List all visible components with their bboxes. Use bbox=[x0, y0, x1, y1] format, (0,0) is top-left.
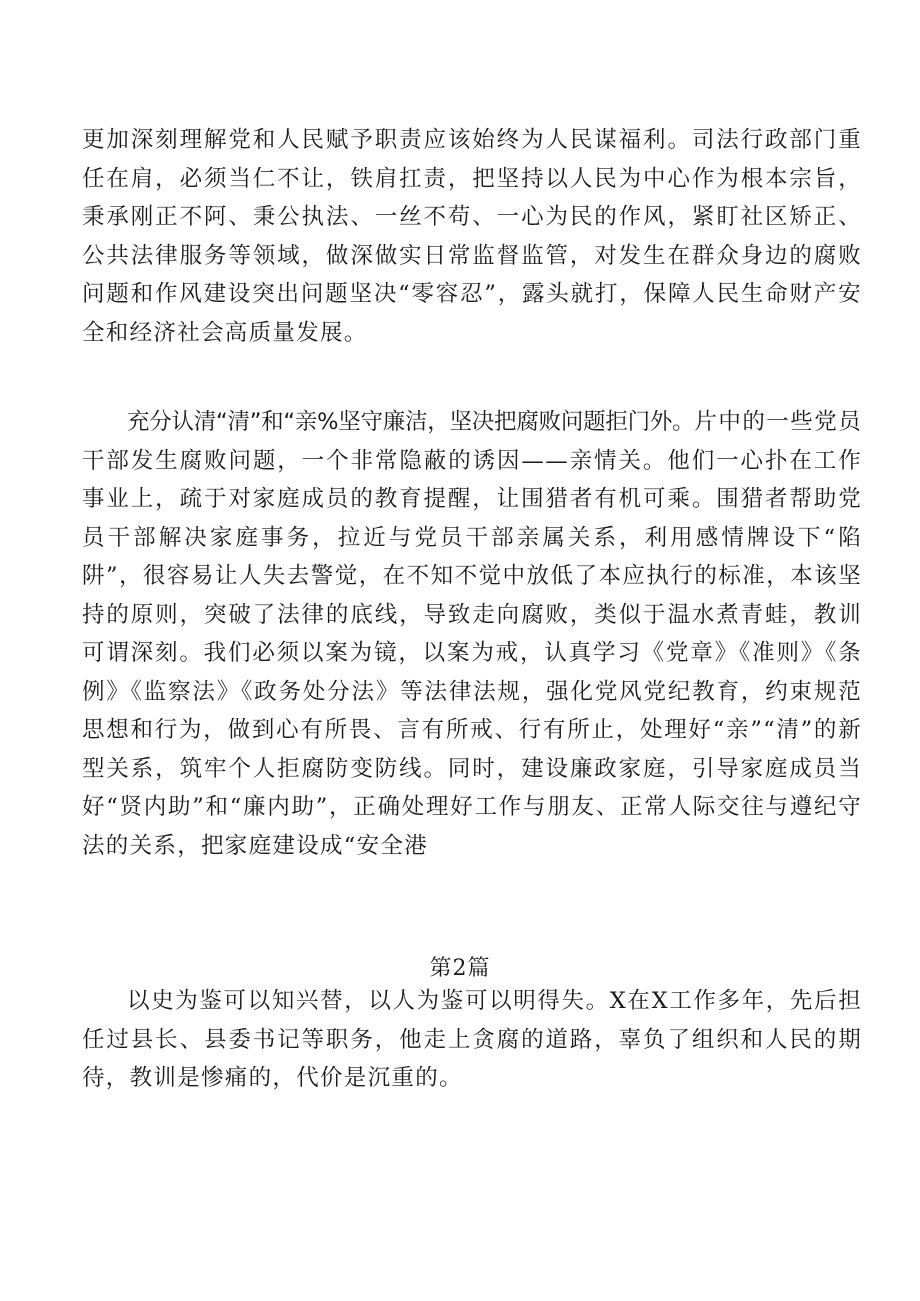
paragraph-2 bbox=[82, 403, 862, 865]
paragraph-3: 以史为鉴可以知兴替，以人为鉴可以明得失。X在X工作多年，先后担任过县长、县委书记等职务，他走上贪腐的道路，辜负了组织和人民的期待，教训是惨痛的，代价是沉重的。 bbox=[82, 988, 862, 1091]
paragraph-2-body: 片中的一些党员干部发生腐败问题，一个非常隐蔽的诱因——亲情关。他们一心扑在工作事业上，疏于对家庭成员的教育提醒，让围猎者有机可乘。围猎者帮助党员干部解决家庭事务，拉近与党员干部亲属关系，利用感情牌设下“陷阱”，很容易让人失去警觉，在不知不觉中放低了本应执行的标准，本该坚持的原则，突破了法律的底线，导致走向腐败，类似于温水煮青蛙，教训可谓深刻。我们必须以案为镜，以案为戒，认真学习《党章》《准则》《条例》《监察法》《政务处分法》等法律法规，强化党风党纪教育，约束规范思想和行为，做到心有所畏、言有所戒、行有所止，处理好“亲”“清”的新型关系，筑牢个人拒腐防变防线。同时，建设廉政家庭，引导家庭成员当好“贤内助”和“廉内助”，正确处理好工作与朋友、正常人际交往与遵纪守法的关系，把家庭建设成“安全港 bbox=[82, 409, 862, 859]
section-heading: 第2篇 bbox=[429, 956, 491, 981]
paragraph-2-lead: 充分认清“清”和“亲%坚守廉洁，坚决把腐败问题拒门外。 bbox=[127, 409, 695, 435]
paragraph-1: 更加深刻理解党和人民赋予职责应该始终为人民谋福利。司法行政部门重任在肩，必须当仁不让，铁肩扛责，把坚持以人民为中心作为根本宗旨，秉承刚正不阿、秉公执法、一丝不苟、一心为民的作风，紧盯社区矫正、公共法律服务等领域，做深做实日常监督监管，对发生在群众身边的腐败问题和作风建设突出问题坚决“零容忍”，露头就打，保障人民生命财产安全和经济社会高质量发展。 bbox=[82, 127, 862, 346]
